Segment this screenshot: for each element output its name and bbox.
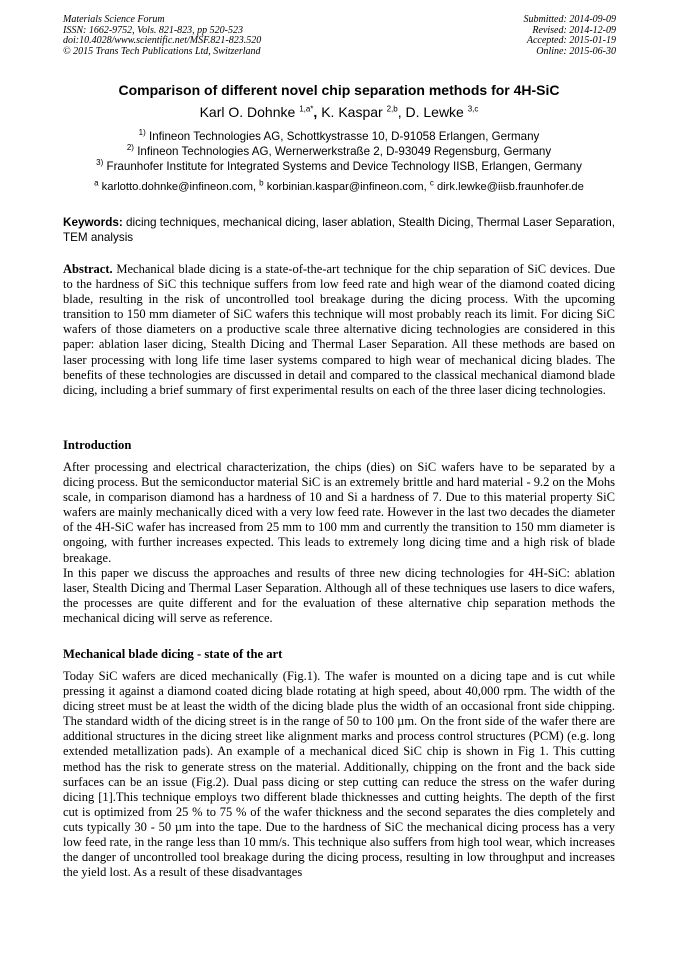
affiliation <box>0 130 678 143</box>
mechanical-dicing-body <box>63 669 615 880</box>
dates-header <box>524 15 617 57</box>
affiliation <box>0 145 678 158</box>
doi-line: doi:10.4028/www.scientific.net/MSF.821-823.520 <box>63 35 262 46</box>
paragraph: After processing and electrical characterization, the chips (dies) on SiC wafers have to be separated by a dicing process. But the semiconductor material SiC is an extremely brittle and hard material - 9.2 on the Mohs scale, in comparison diamond has a hardness of 10 and Si a hardness of 7. Due to this material property SiC wafers are mainly mechanically diced with a very low feed rate. However in the last two decades the diameter of the 4H-SiC wafer has increased from 25 mm to 100 mm and currently the transition to 150 mm diameter is ongoing, with further increases expected. This leads to extremely long dicing time and a high risk of blade breakage. <box>63 460 615 565</box>
author-emails: $^a$ karlotto.dohnke@infineon.com, $^b$ korbinian.kaspar@infineon.com, $^c$ dirk.lewke@iisb.fraunhofer.de <box>94 178 584 193</box>
author-sup: 3,c <box>467 104 479 114</box>
abstract-text: Mechanical blade dicing is a state-of-the-art technique for the chip separation of SiC devices. Due to the hardness of SiC this technique suffers from low feed rate and high wear of the diamond coated dicing blade, resulting in the risk of uncontrolled tool breakage during the dicing process. With the upcoming transition to 150 mm diameter of SiC wafers this technique will most probably reach its limit. For dicing SiC wafers of those diameters on a productive scale three alternative dicing technologies are considered in this paper: ablation laser dicing, Stealth Dicing and Thermal Laser Separation. All these methods are based on laser processing with long life time laser systems compared to high wear of mechanical dicing blades. The benefits of these technologies are discussed in detail and compared to the classical mechanical diamond blade dicing, including a brief summary of first experimental results on each of the three laser dicing technologies. <box>63 262 615 397</box>
email-link[interactable]: dirk.lewke@iisb.fraunhofer.de <box>436 181 584 193</box>
section-heading-introduction: Introduction <box>63 438 132 452</box>
affiliation-sup: 3) <box>96 158 104 168</box>
affiliation-text: Infineon Technologies AG, Schottkystrasse 10, D-91058 Erlangen, Germany <box>149 130 540 143</box>
author-name: D. Lewke <box>405 104 464 120</box>
submitted-date: Submitted: 2014-09-09 <box>523 14 616 25</box>
journal-header <box>63 15 261 57</box>
introduction-body <box>63 460 615 626</box>
abstract-label: Abstract. <box>63 262 113 276</box>
issn-line: ISSN: 1662-9752, Vols. 821-823, pp 520-523 <box>63 24 243 36</box>
author-sup: 2,b <box>386 104 398 114</box>
author-list: Karl O. Dohnke $^{1,a*}$, K. Kaspar $^{2,b}$, D. Lewke $^{3,c}$ <box>199 104 479 120</box>
revised-date: Revised: 2014-12-09 <box>532 24 616 36</box>
paper-title: Comparison of different novel chip separation methods for 4H-SiC <box>118 82 560 98</box>
abstract <box>63 262 615 398</box>
email-link[interactable]: karlotto.dohnke@infineon.com <box>101 181 253 193</box>
affiliation-sup: 1) <box>138 128 146 138</box>
affiliation-text: Fraunhofer Institute for Integrated Systems and Device Technology IISB, Erlangen, Germany <box>106 160 582 173</box>
keywords-label: Keywords: <box>63 216 123 229</box>
affiliation-text: Infineon Technologies AG, Wernerwerkstraße 2, D-93049 Regensburg, Germany <box>137 145 552 158</box>
section-heading-mechanical-dicing: Mechanical blade dicing - state of the art <box>63 647 283 661</box>
online-date: Online: 2015-06-30 <box>536 45 616 57</box>
affiliation <box>0 160 678 173</box>
accepted-date: Accepted: 2015-01-19 <box>526 35 616 46</box>
email-sup: b <box>259 178 264 188</box>
keywords <box>63 215 615 245</box>
paragraph: Today SiC wafers are diced mechanically (Fig.1). The wafer is mounted on a dicing tape and is cut while pressing it against a diamond coated dicing blade rotating at high speed, about 40,000 rpm. The width of the dicing street must be at least the width of the dicing blade plus the width of an occasional front side chipping. The standard width of the dicing street is in the range of 50 to 100 µm. On the front side of the wafer there are additional structures in the dicing street like alignment marks and process control structures (PCM) (e.g. long extended metallization pads). An example of a mechanical diced SiC chip is shown in Fig 1. This cutting method has the risk to generate stress on the material. Additionally, chipping on the front and the back side surfaces can be an issue (Fig.2). Dual pass dicing or step cutting can reduce the stress on the wafer during dicing [1].This technique employs two different blade thicknesses and cutting heights. The depth of the first cut is optimized from 25 % to 75 % of the wafer thickness and the second separates the dies completely and cuts typically 30 - 50 µm into the tape. Due to the hardness of SiC the mechanical dicing process has a very low feed rate, in the range less than 10 mm/s. This technique also suffers from high tool wear, which increases the danger of uncontrolled tool breakage during the dicing process, resulting in low throughput and increases the yield lost. As a result of these disadvantages <box>63 669 615 880</box>
author-sup: 1,a* <box>299 104 314 114</box>
author-name: Karl O. Dohnke <box>199 104 296 120</box>
copyright-line: © 2015 Trans Tech Publications Ltd, Switzerland <box>63 45 261 57</box>
paragraph: In this paper we discuss the approaches and results of three new dicing technologies for 4H-SiC: ablation laser, Stealth Dicing and Thermal Laser Separation. Although all of these techniques use lasers to dice wafers, the processes are quite different and for the evaluation of these alternative chip separation methods the mechanical dicing will serve as reference. <box>63 565 615 625</box>
email-link[interactable]: korbinian.kaspar@infineon.com <box>266 181 424 193</box>
journal-name: Materials Science Forum <box>63 14 165 25</box>
affiliation-sup: 2) <box>126 143 134 153</box>
author-name: K. Kaspar <box>321 104 383 120</box>
email-sup: c <box>429 178 434 188</box>
email-sup: a <box>94 178 99 188</box>
keywords-text: dicing techniques, mechanical dicing, laser ablation, Stealth Dicing, Thermal Laser Separation, TEM analysis <box>63 216 616 244</box>
